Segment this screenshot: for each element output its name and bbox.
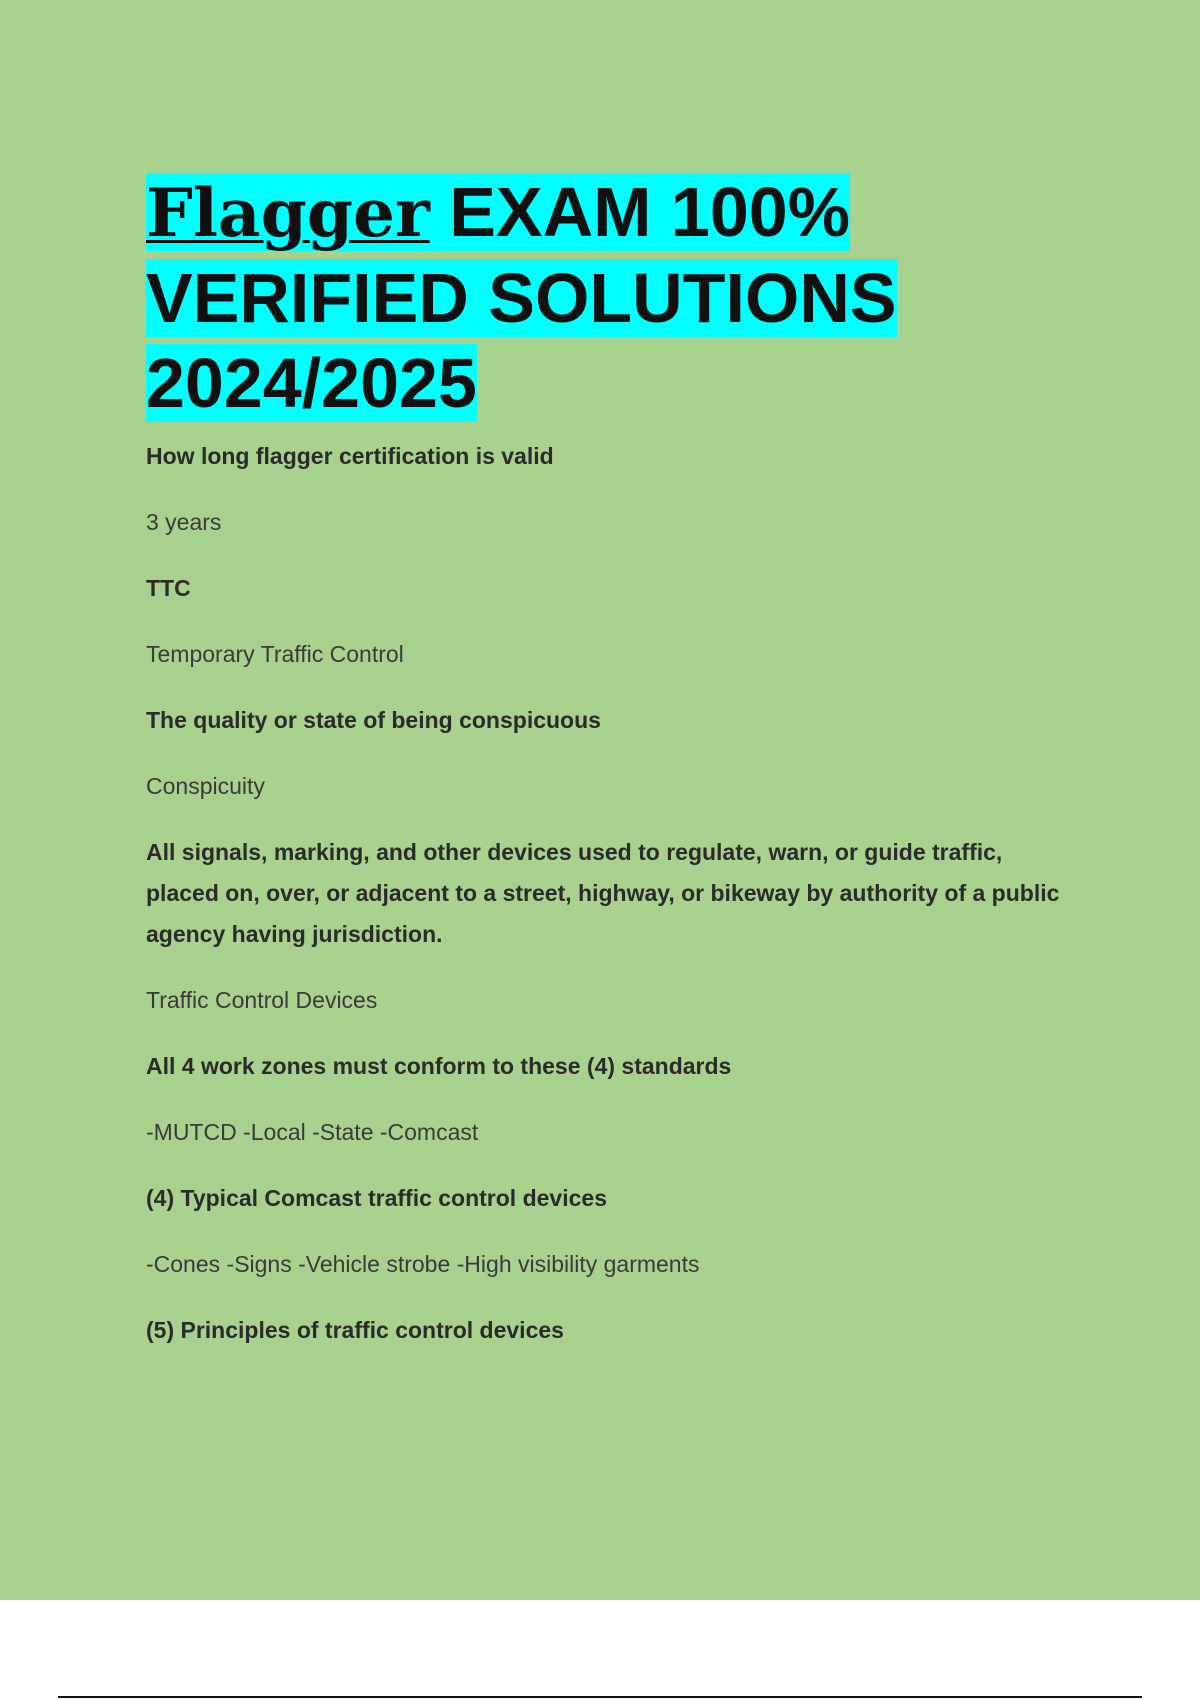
question-text: All 4 work zones must conform to these (4) standards	[146, 1053, 732, 1079]
answer-text: Conspicuity	[146, 773, 265, 799]
answer-text: -MUTCD -Local -State -Comcast	[146, 1119, 479, 1145]
qa-item	[146, 436, 1076, 543]
document-body	[146, 170, 1076, 1376]
footer-divider	[58, 1696, 1142, 1698]
answer-text: Temporary Traffic Control	[146, 641, 404, 667]
qa-item	[146, 1310, 1076, 1351]
question-text: The quality or state of being conspicuous	[146, 707, 601, 733]
question-text: How long flagger certification is valid	[146, 443, 554, 469]
answer-text: -Cones -Signs -Vehicle strobe -High visibility garments	[146, 1251, 700, 1277]
answer-text: Traffic Control Devices	[146, 987, 378, 1013]
question-text: (5) Principles of traffic control devices	[146, 1317, 564, 1343]
qa-item	[146, 700, 1076, 807]
qa-item	[146, 1178, 1076, 1285]
answer-text: 3 years	[146, 509, 222, 535]
qa-item	[146, 1046, 1076, 1153]
qa-item	[146, 832, 1076, 1021]
document-title	[146, 170, 1076, 426]
question-text: (4) Typical Comcast traffic control devices	[146, 1185, 607, 1211]
qa-item	[146, 568, 1076, 675]
title-rest: EXAM 100% VERIFIED SOLUTIONS 2024/2025	[146, 173, 897, 422]
title-flagger-word: Flagger	[146, 174, 430, 252]
question-text: TTC	[146, 575, 191, 601]
question-text: All signals, marking, and other devices used to regulate, warn, or guide traffic, placed on, over, or adjacent to a street, highway, or bikeway by authority of a public agency having jurisdiction.	[146, 839, 1060, 947]
